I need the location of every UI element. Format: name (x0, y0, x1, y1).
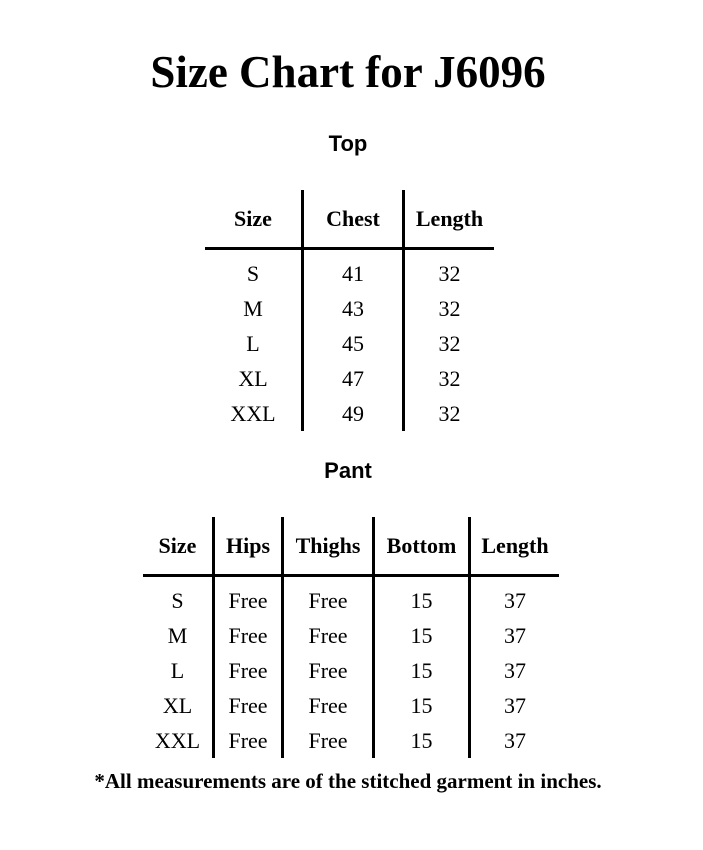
table-row (205, 326, 494, 361)
cell-chest: 49 (303, 396, 404, 431)
table-row (205, 361, 494, 396)
table-row (143, 618, 559, 653)
measurement-footnote: *All measurements are of the stitched garment in inches. (94, 769, 602, 793)
cell-size: S (143, 576, 214, 619)
pant-section-heading: Pant (324, 458, 372, 483)
page-title: Size Chart for J6096 (150, 47, 546, 97)
cell-thighs: Free (283, 576, 374, 619)
cell-length: 37 (504, 657, 526, 683)
table-row (205, 291, 494, 326)
cell-size: S (205, 249, 303, 292)
cell-length: 32 (438, 400, 461, 426)
cell-hips: Free (214, 723, 283, 758)
table-row (143, 688, 559, 723)
column-header-length: Length (470, 517, 560, 576)
cell-length: 37 (504, 692, 526, 718)
column-header-length: Length (404, 190, 495, 249)
table-header-row (205, 190, 494, 249)
cell-length: 32 (438, 260, 461, 286)
cell-thighs: Free (283, 688, 374, 723)
cell-chest: 47 (303, 361, 404, 396)
cell-hips: Free (214, 576, 283, 619)
cell-size: XL (143, 688, 214, 723)
cell-size: XXL (205, 396, 303, 431)
top-size-table (205, 190, 494, 431)
cell-size: M (143, 618, 214, 653)
cell-size: L (205, 326, 303, 361)
cell-thighs: Free (283, 653, 374, 688)
table-row (205, 396, 494, 431)
cell-length: 37 (504, 727, 526, 753)
cell-length: 32 (438, 295, 461, 321)
table-row (143, 653, 559, 688)
cell-length: 32 (438, 330, 461, 356)
column-header-size: Size (205, 190, 303, 249)
cell-bottom: 15 (374, 688, 470, 723)
table-row (143, 576, 559, 619)
cell-hips: Free (214, 618, 283, 653)
table-header-row (143, 517, 559, 576)
pant-size-table (143, 517, 559, 758)
cell-length: 32 (438, 365, 461, 391)
column-header-chest: Chest (303, 190, 404, 249)
cell-length: 37 (504, 587, 526, 613)
cell-thighs: Free (283, 723, 374, 758)
cell-size: M (205, 291, 303, 326)
cell-chest: 45 (303, 326, 404, 361)
column-header-thighs: Thighs (283, 517, 374, 576)
cell-bottom: 15 (374, 653, 470, 688)
column-header-hips: Hips (214, 517, 283, 576)
cell-size: L (143, 653, 214, 688)
column-header-bottom: Bottom (374, 517, 470, 576)
table-row (143, 723, 559, 758)
cell-chest: 41 (303, 249, 404, 292)
cell-length: 37 (504, 622, 526, 648)
cell-hips: Free (214, 653, 283, 688)
table-row (205, 249, 494, 292)
cell-bottom: 15 (374, 723, 470, 758)
cell-size: XL (205, 361, 303, 396)
cell-thighs: Free (283, 618, 374, 653)
cell-size: XXL (143, 723, 214, 758)
top-section-heading: Top (328, 131, 368, 156)
cell-chest: 43 (303, 291, 404, 326)
column-header-size: Size (143, 517, 214, 576)
cell-bottom: 15 (374, 618, 470, 653)
cell-bottom: 15 (374, 576, 470, 619)
cell-hips: Free (214, 688, 283, 723)
